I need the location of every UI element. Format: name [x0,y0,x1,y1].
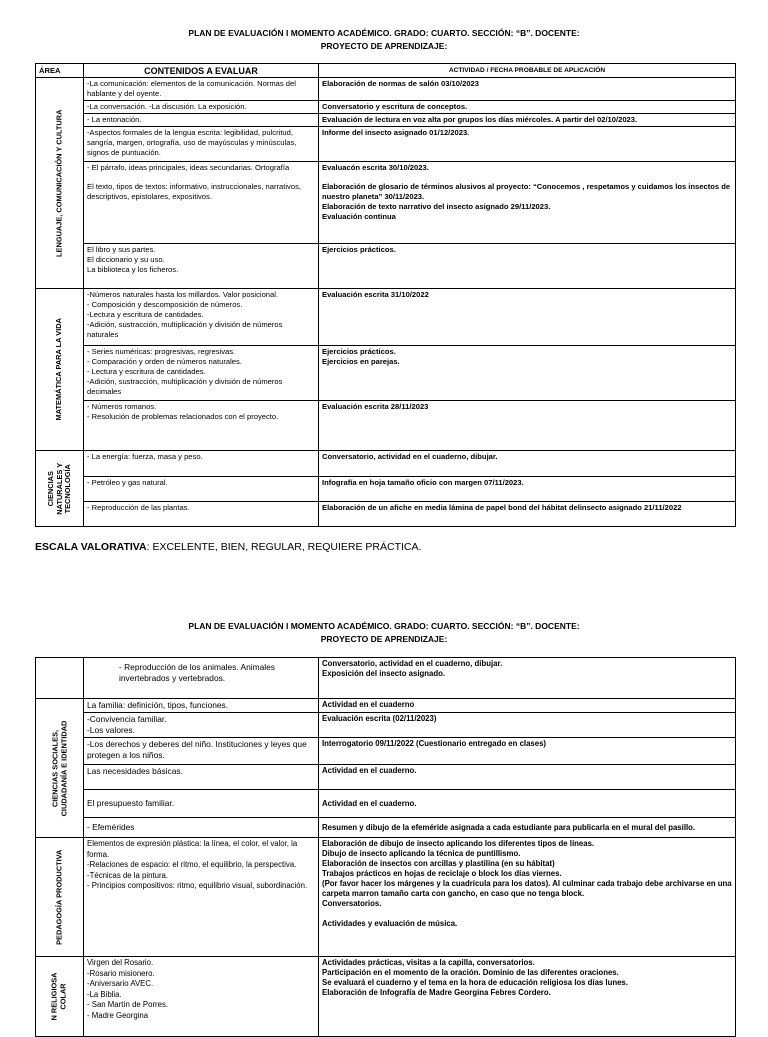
area-blank [36,658,84,699]
activity-cell: Informe del insecto asignado 01/12/2023. [319,127,736,162]
page1-title: PLAN DE EVALUACIÓN I MOMENTO ACADÉMICO. GRADO: CUARTO. SECCIÓN: “B”. DOCENTE: [188,28,580,38]
rating-scale-values: : EXCELENTE, BIEN, REGULAR, REQUIERE PRÁCTICA. [146,541,422,553]
activity-cell: Conversatorio y escritura de conceptos. [319,101,736,114]
header-activity: ACTIVIDAD / FECHA PROBABLE DE APLICACIÓN [319,64,736,78]
content-cell: - El párrafo, ideas principales, ideas secundarias. Ortografía El texto, tipos de textos: informativo, instruccionales, narrativos, descriptivos, epistolares, expositivos. [84,162,319,244]
area-religiosa: N RELIGIOSA COLAR [36,957,84,1037]
activity-cell: Resumen y dibujo de la efeméride asignada a cada estudiante para publicarla en el mural del pasillo. [319,818,736,838]
activity-cell: Actividades prácticas, visitas a la capilla, conversatorios. Participación en el momento de la oración. Dominio de las diferentes oraciones. Se evaluará el cuaderno y el tema en la hora de educación religiosa los días lunes. Elaboración de Infografía de Madre Georgina Febres Cordero. [319,957,736,1037]
page2-title: PLAN DE EVALUACIÓN I MOMENTO ACADÉMICO. GRADO: CUARTO. SECCIÓN: “B”. DOCENTE: [188,621,580,631]
area-lengua: LENGUAJE, COMUNICACIÓN Y CULTURA [36,78,84,289]
content-cell: -Números naturales hasta los millardos. Valor posicional. - Composición y descomposición de números. -Lectura y escritura de cantidades. -Adición, sustracción, multiplicación y división de números naturales [84,289,319,346]
content-cell: -La comunicación: elementos de la comunicación. Normas del hablante y del oyente. [84,78,319,101]
content-cell: -Los derechos y deberes del niño. Instituciones y leyes que protegen a los niños. [84,738,319,765]
content-cell: Las necesidades básicas. [84,765,319,790]
content-cell: - La energía: fuerza, masa y peso. [84,451,319,477]
content-cell: Elementos de expresión plástica: la línea, el color, el valor, la forma. -Relaciones de espacio: el ritmo, el equilibrio, la perspectiva. -Técnicas de la pintura. - Principios compositivos: ritmo, equilibrio visual, subordinación. [84,838,319,957]
content-cell: - Números romanos. - Resolución de problemas relacionados con el proyecto. [84,401,319,451]
activity-cell: Evaluacón escrita 30/10/2023. Elaboración de glosario de términos alusivos al proyecto: “Conocemos , respetamos y cuidamos los insectos de nuestro planeta” 30/11/2023. Elaboración de texto narrativo del insecto asignado 29/11/2023. Evaluación continua [319,162,736,244]
area-matematica: MATEMÁTICA PARA LA VIDA [36,289,84,451]
activity-cell: Evaluación de lectura en voz alta por grupos los días miércoles. A partir del 02/10/2023. [319,114,736,127]
content-cell: El libro y sus partes. El diccionario y su uso. La biblioteca y los ficheros. [84,244,319,289]
header-area: ÁREA [36,64,84,78]
activity-cell: Elaboración de normas de salón 03/10/2023 [319,78,736,101]
activity-cell: Actividad en el cuaderno. [319,790,736,818]
activity-cell: Elaboración de dibujo de insecto aplicando los diferentes tipos de líneas. Dibujo de insecto aplicando la técnica de puntillismo. Elaboración de insectos con arcillas y plastilina (en su hábitat) Trabajos prácticos en hojas de reciclaje o block los días viernes. (Por favor hacer los márgenes y la cuadrícula para los datos). Al culminar cada trabajo debe archivarse en una carpeta marron tamaño carta con gancho, en caso que no tenga block. Conversatorios. Actividades y evaluación de música. [319,838,736,957]
activity-cell: Ejercicios prácticos. Ejercicios en parejas. [319,346,736,401]
activity-cell: Interrogatorio 09/11/2022 (Cuestionario entregado en clases) [319,738,736,765]
page2-subtitle: PROYECTO DE APRENDIZAJE: [320,634,448,644]
content-cell: -Convivencia familiar. -Los valores. [84,713,319,738]
content-cell: La familia: definición, tipos, funciones. [84,699,319,713]
content-cell: - Reproducción de las plantas. [84,502,319,527]
rating-scale-label: ESCALA VALORATIVA [35,541,147,553]
header-contents: CONTENIDOS A EVALUAR [84,64,319,78]
activity-cell: Actividad en el cuaderno [319,699,736,713]
area-pedagogia: PEDAGOGÍA PRODUCTIVA [36,838,84,957]
activity-cell: Elaboración de un afiche en media lámina de papel bond del hábitat delinsecto asignado 21/11/2022 [319,502,736,527]
content-cell: Virgen del Rosario. -Rosario misionero. -Aniversario AVEC. -La Biblia. - San Martín de Porres. - Madre Georgina [84,957,319,1037]
rating-scale [35,541,421,553]
content-cell: -Aspectos formales de la lengua escrita: legibilidad, pulcritud, sangría, margen, ortografía, uso de mayúsculas y minúsculas, signos de puntuación. [84,127,319,162]
content-cell: El presupuesto familiar. [84,790,319,818]
page1-subtitle: PROYECTO DE APRENDIZAJE: [320,41,448,51]
activity-cell: Ejercicios prácticos. [319,244,736,289]
activity-cell: Evaluación escrita 31/10/2022 [319,289,736,346]
content-cell: - Series numéricas: progresivas, regresivas. - Comparación y orden de números naturales. - Lectura y escritura de cantidades. -Adición, sustracción, multiplicación y división de números decimales [84,346,319,401]
activity-cell: Evaluación escrita (02/11/2023) [319,713,736,738]
page1-table [35,63,736,527]
activity-cell: Conversatorio, actividad en el cuaderno, dibujar. Exposición del insecto asignado. [319,658,736,699]
content-cell: - Efemérides [84,818,319,838]
area-ciencias: CIENCIAS NATURALES Y TECNOLOGÍA [36,451,84,527]
content-cell: - La entonación. [84,114,319,127]
activity-cell: Evaluación escrita 28/11/2023 [319,401,736,451]
activity-cell: Infografía en hoja tamaño oficio con margen 07/11/2023. [319,477,736,502]
activity-cell: Conversatorio, actividad en el cuaderno, dibujar. [319,451,736,477]
activity-cell: Actividad en el cuaderno. [319,765,736,790]
content-cell: - Reproducción de los animales. Animales invertebrados y vertebrados. [84,658,319,699]
page2-table [35,657,736,1037]
content-cell: -La conversación. -La discusión. La exposición. [84,101,319,114]
area-sociales: CIENCIAS SOCIALES, CIUDADANÍA E IDENTIDAD [36,699,84,838]
content-cell: - Petróleo y gas natural. [84,477,319,502]
